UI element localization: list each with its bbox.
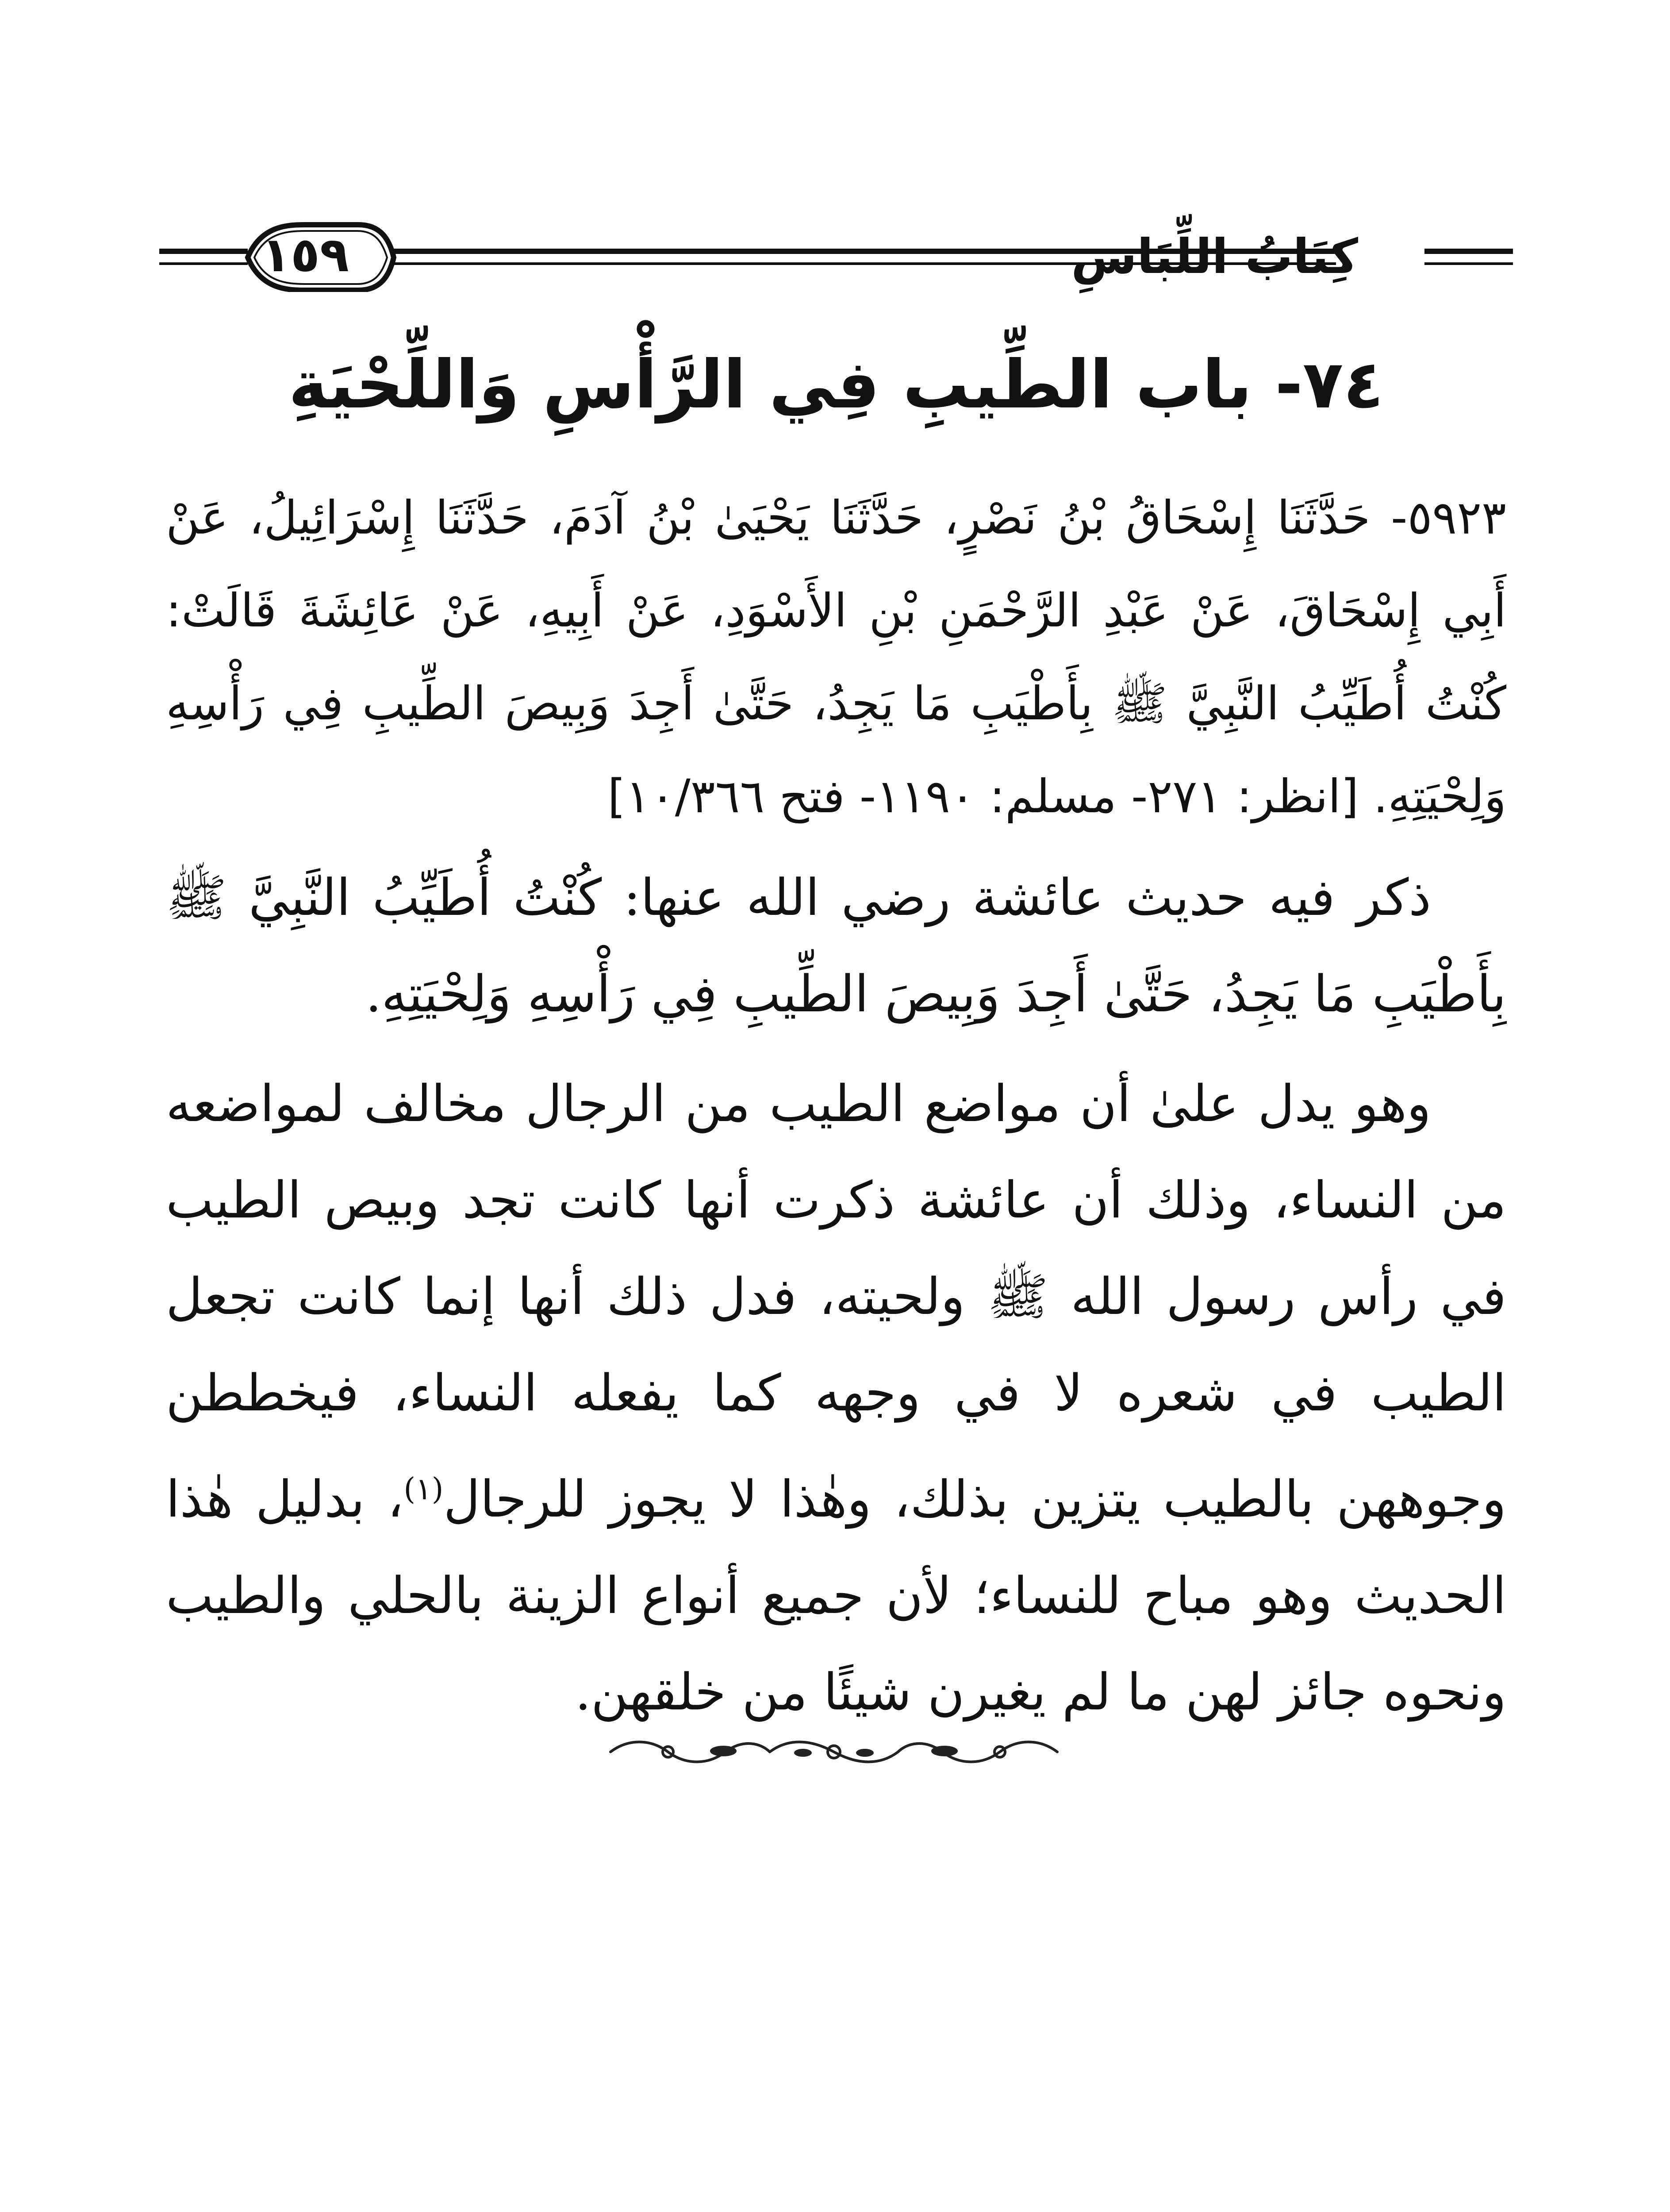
page-header: [159, 221, 1513, 292]
commentary: [166, 849, 1506, 1740]
chapter-title: ٧٤- باب الطِّيبِ فِي الرَّأْسِ وَاللِّحْيَةِ: [288, 346, 1384, 423]
commentary-paragraph-2-part-1: وهو يدل علىٰ أن مواضع الطيب من الرجال مخالف لمواضعه من النساء، وذلك أن عائشة ذكرت أنها كانت تجد وبيص الطيب في رأس رسول الله ﷺ ولحيته، فدل ذلك أنها إنما كانت تجعل الطيب في شعره لا في وجهه كما يفعله النساء، فيخططن وجوههن بالطيب يتزين بذلك، وهٰذا لا يجوز للرجال: [166, 1074, 1507, 1528]
commentary-paragraph-2: [166, 1056, 1506, 1740]
hadith-text: ٥٩٢٣- حَدَّثَنَا إِسْحَاقُ بْنُ نَصْرٍ، حَدَّثَنَا يَحْيَىٰ بْنُ آدَمَ، حَدَّثَنَا إِسْرَائِيلُ، عَنْ أَبِي إِسْحَاقَ، عَنْ عَبْدِ الرَّحْمَنِ بْنِ الأَسْوَدِ، عَنْ أَبِيهِ، عَنْ عَائِشَةَ قَالَتْ: كُنْتُ أُطَيِّبُ النَّبِيَّ ﷺ بِأَطْيَبِ مَا يَجِدُ، حَتَّىٰ أَجِدَ وَبِيصَ الطِّيبِ فِي رَأْسِهِ وَلِحْيَتِهِ. [انظر: ٢٧١- مسلم: ١١٩٠- فتح ١٠/٣٦٦]: [166, 491, 1506, 823]
page-number: ١٥٩: [261, 227, 349, 283]
commentary-paragraph-1: ذكر فيه حديث عائشة رضي الله عنها: كُنْتُ أُطَيِّبُ النَّبِيَّ ﷺ بِأَطْيَبِ مَا يَجِدُ، حَتَّىٰ أَجِدَ وَبِيصَ الطِّيبِ فِي رَأْسِهِ وَلِحْيَتِهِ.: [166, 868, 1506, 1023]
commentary-paragraph-2-part-2: ، بدليل هٰذا الحديث وهو مباح للنساء؛ لأن جميع أنواع الزينة بالحلي والطيب ونحوه جائز لهن ما لم يغيرن شيئًا من خلقهن.: [166, 1470, 1506, 1721]
section-divider-ornament: [602, 1734, 1066, 1770]
footnote-reference[interactable]: (١): [403, 1472, 444, 1507]
running-title: كِتَابُ اللِّبَاسِ: [1071, 229, 1358, 284]
